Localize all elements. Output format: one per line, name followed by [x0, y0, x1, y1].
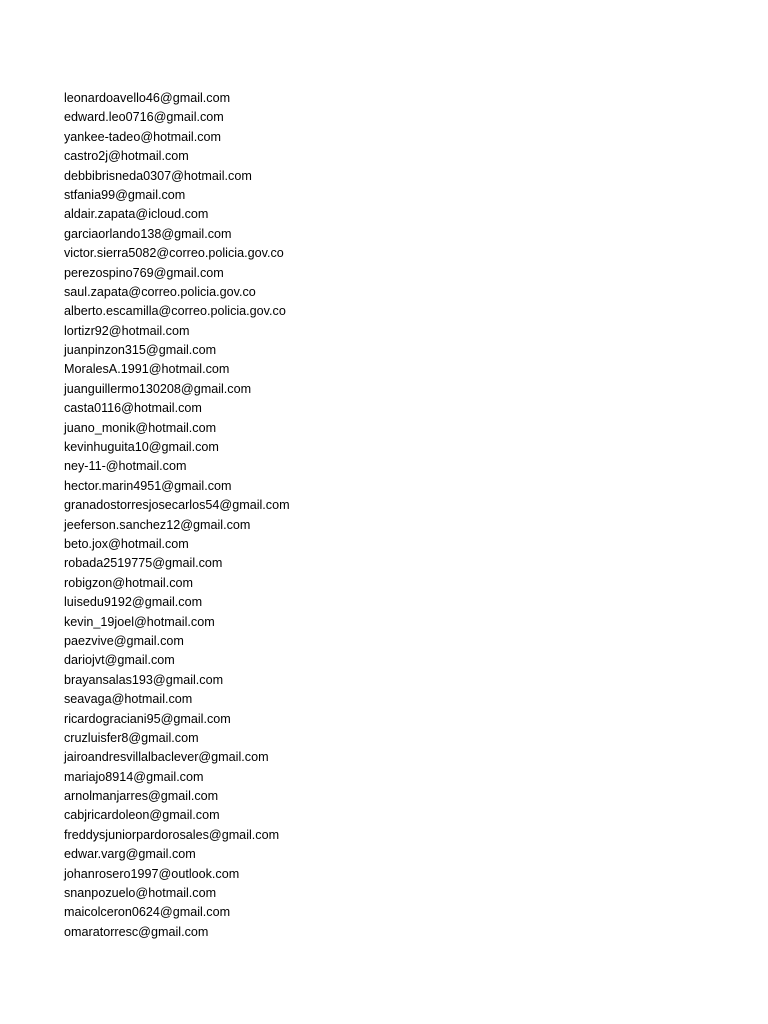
email-list-item: jeeferson.sanchez12@gmail.com — [64, 517, 251, 532]
email-list-item: jairoandresvillalbaclever@gmail.com — [64, 750, 269, 765]
email-list-item: robada2519775@gmail.com — [64, 556, 223, 571]
email-list-item: juanpinzon315@gmail.com — [64, 343, 217, 358]
email-list-item: ney-11-@hotmail.com — [64, 459, 187, 474]
email-list-item: castro2j@hotmail.com — [64, 149, 189, 164]
email-list-item: arnolmanjarres@gmail.com — [64, 789, 219, 804]
email-list-item: cabjricardoleon@gmail.com — [64, 808, 220, 823]
email-list-item: MoralesA.1991@hotmail.com — [64, 362, 230, 377]
email-list-item: snanpozuelo@hotmail.com — [64, 886, 217, 901]
email-list — [64, 89, 290, 942]
email-list-item: robigzon@hotmail.com — [64, 575, 193, 590]
email-list-item: johanrosero1997@outlook.com — [64, 866, 240, 881]
email-list-item: aldair.zapata@icloud.com — [64, 207, 209, 222]
email-list-item: cruzluisfer8@gmail.com — [64, 730, 199, 745]
email-list-item: mariajo8914@gmail.com — [64, 769, 204, 784]
email-list-item: perezospino769@gmail.com — [64, 265, 224, 280]
email-list-item: granadostorresjosecarlos54@gmail.com — [64, 498, 290, 513]
email-list-item: debbibrisneda0307@hotmail.com — [64, 168, 252, 183]
email-list-item: saul.zapata@correo.policia.gov.co — [64, 284, 256, 299]
email-list-item: kevin_19joel@hotmail.com — [64, 614, 215, 629]
email-list-item: freddysjuniorpardorosales@gmail.com — [64, 827, 280, 842]
email-list-item: edwar.varg@gmail.com — [64, 847, 196, 862]
email-list-item: juanguillermo130208@gmail.com — [64, 381, 252, 396]
email-list-item: victor.sierra5082@correo.policia.gov.co — [64, 246, 284, 261]
email-list-item: beto.jox@hotmail.com — [64, 536, 189, 551]
email-list-item: luisedu9192@gmail.com — [64, 595, 203, 610]
email-list-item: maicolceron0624@gmail.com — [64, 905, 231, 920]
email-list-item: brayansalas193@gmail.com — [64, 672, 224, 687]
email-list-item: lortizr92@hotmail.com — [64, 323, 190, 338]
email-list-item: omaratorresc@gmail.com — [64, 924, 209, 939]
email-list-item: kevinhuguita10@gmail.com — [64, 440, 219, 455]
email-list-item: garciaorlando138@gmail.com — [64, 226, 232, 241]
email-list-item: leonardoavello46@gmail.com — [64, 91, 231, 105]
email-list-item: juano_monik@hotmail.com — [64, 420, 217, 435]
email-list-item: paezvive@gmail.com — [64, 633, 184, 648]
email-list-item: yankee-tadeo@hotmail.com — [64, 129, 221, 144]
email-list-item: edward.leo0716@gmail.com — [64, 110, 224, 125]
email-list-item: hector.marin4951@gmail.com — [64, 478, 232, 493]
email-list-item: seavaga@hotmail.com — [64, 692, 193, 707]
email-list-item: stfania99@gmail.com — [64, 187, 186, 202]
email-list-item: ricardograciani95@gmail.com — [64, 711, 231, 726]
email-list-item: alberto.escamilla@correo.policia.gov.co — [64, 304, 286, 319]
email-list-item: casta0116@hotmail.com — [64, 401, 202, 416]
email-list-item: dariojvt@gmail.com — [64, 653, 175, 668]
